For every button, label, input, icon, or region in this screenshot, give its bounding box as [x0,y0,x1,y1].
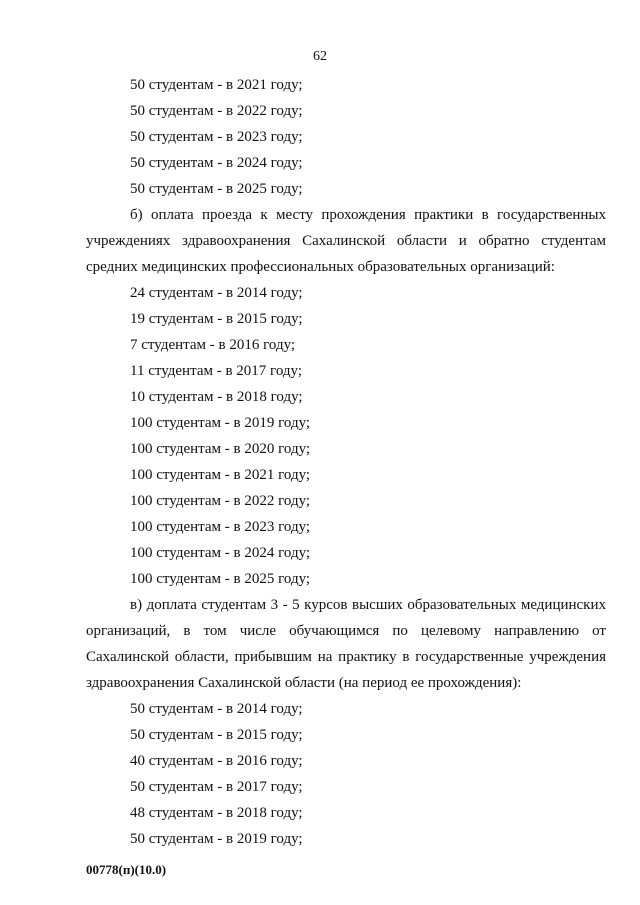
list-item: 50 студентам - в 2023 году; [130,129,303,145]
list-a-tail [86,72,606,202]
list-item: 50 студентам - в 2024 году; [130,155,303,171]
list-item: 100 студентам - в 2024 году; [130,545,311,561]
list-item: 100 студентам - в 2020 году; [130,441,311,457]
list-item: 24 студентам - в 2014 году; [130,285,303,301]
list-item: 50 студентам - в 2022 году; [130,103,303,119]
list-item: 48 студентам - в 2018 году; [130,805,303,821]
list-item: 40 студентам - в 2016 году; [130,753,303,769]
paragraph-b: б) оплата проезда к месту прохождения практики в государственных учреждениях здравоохранения Сахалинской области и обратно студентам средних медицинских профессиональных образовательных организаций: [86,207,606,275]
list-item: 50 студентам - в 2019 году; [130,831,303,847]
list-item: 50 студентам - в 2014 году; [130,701,303,717]
document-code: 00778(п)(10.0) [86,862,167,877]
document-body [86,72,606,852]
list-item: 11 студентам - в 2017 году; [130,363,302,379]
list-item: 100 студентам - в 2023 году; [130,519,311,535]
list-item: 100 студентам - в 2025 году; [130,571,311,587]
list-item: 50 студентам - в 2021 году; [130,77,303,93]
list-c [86,696,606,852]
list-item: 50 студентам - в 2017 году; [130,779,303,795]
paragraph-c: в) доплата студентам 3 - 5 курсов высших образовательных медицинских организаций, в том числе обучающимся по целевому направлению от Сахалинской области, прибывшим на практику в государственные учреждения здравоохранения Сахалинской области (на период ее прохождения): [86,597,606,691]
list-item: 7 студентам - в 2016 году; [130,337,296,353]
list-item: 100 студентам - в 2021 году; [130,467,311,483]
list-b [86,280,606,592]
list-item: 100 студентам - в 2022 году; [130,493,311,509]
list-item: 10 студентам - в 2018 году; [130,389,303,405]
list-item: 19 студентам - в 2015 году; [130,311,303,327]
page-number: 62 [313,49,327,64]
list-item: 100 студентам - в 2019 году; [130,415,311,431]
list-item: 50 студентам - в 2015 году; [130,727,303,743]
list-item: 50 студентам - в 2025 году; [130,181,303,197]
